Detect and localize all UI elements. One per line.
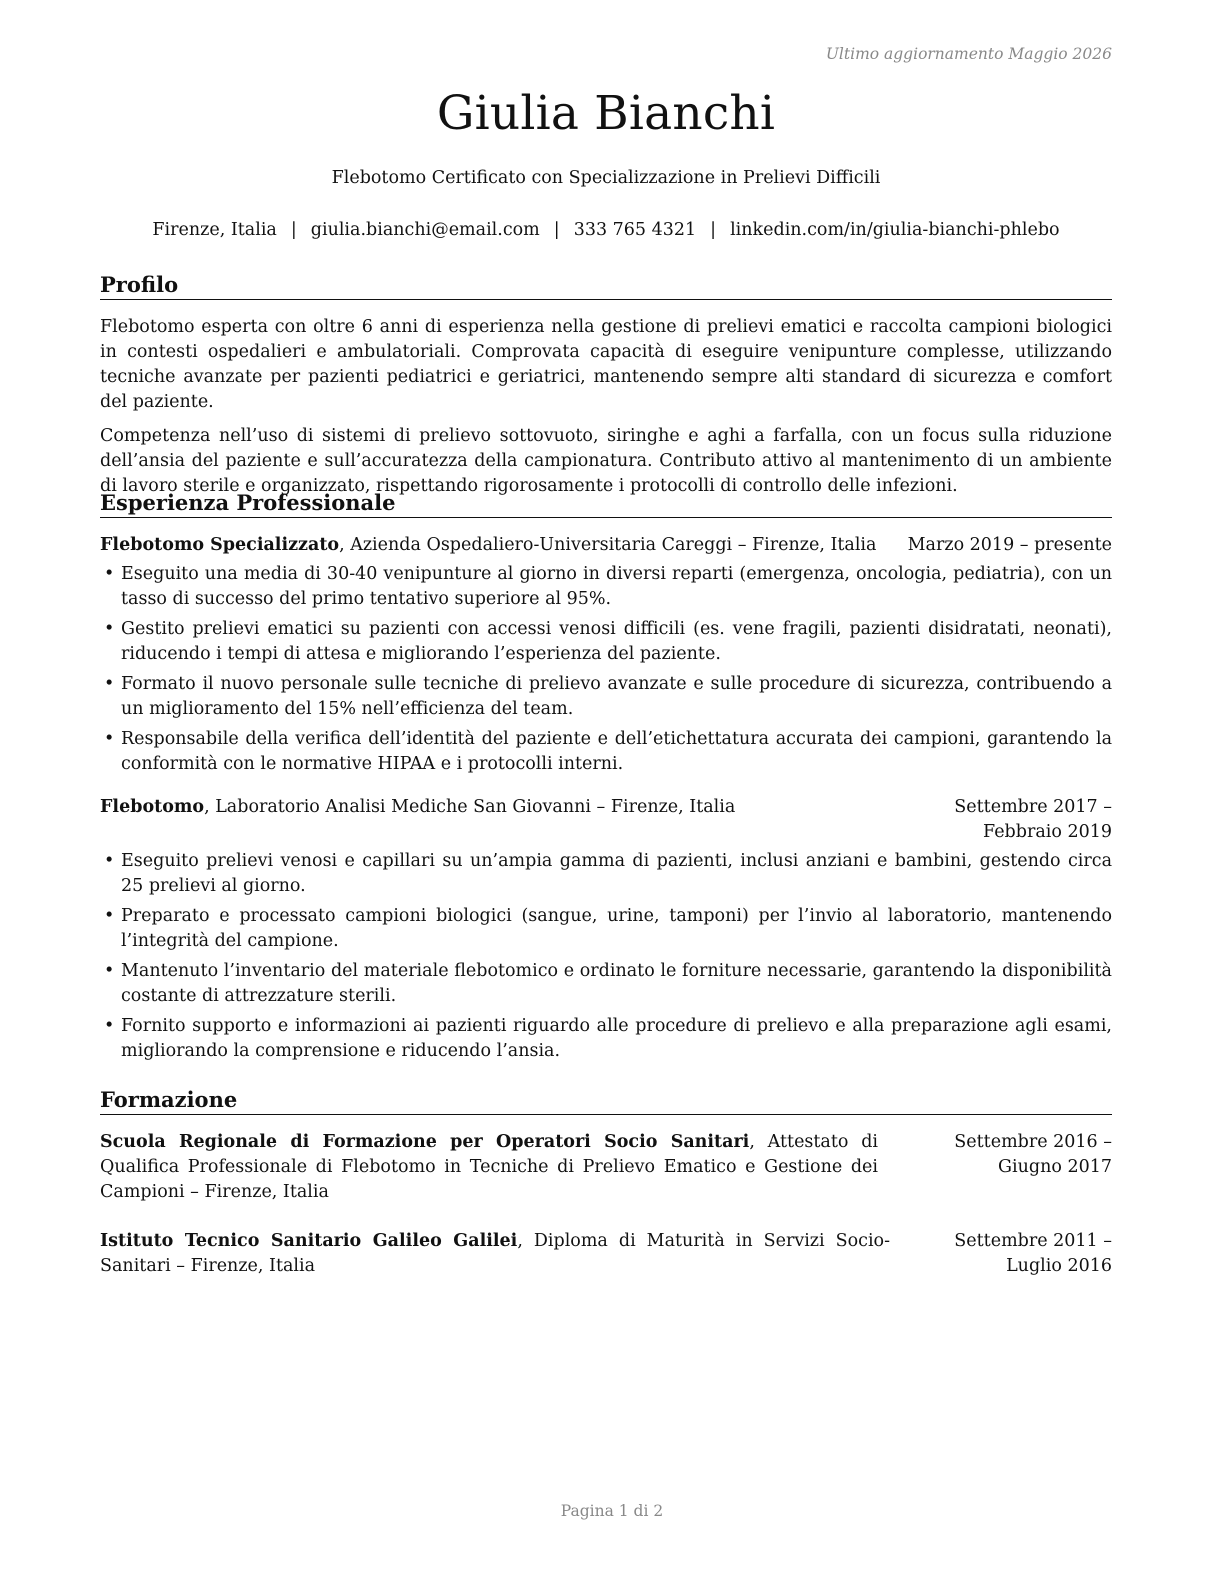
contact-line [100,220,1112,240]
bullet-icon: • [104,674,115,694]
contact-location: Firenze, Italia [152,220,277,240]
candidate-title: Flebotomo Certificato con Specializzazione in Prelievi Difficili [331,168,881,188]
job-employer: , Azienda Ospedaliero-Universitaria Careggi – Firenze, Italia [339,535,877,555]
list-item [100,672,1112,722]
bullet-text: Eseguito prelievi venosi e capillari su un’ampia gamma di pazienti, inclusi anziani e bambini, gestendo circa 25 prelievi al giorno. [121,851,1112,896]
bullet-text: Mantenuto l’inventario del materiale flebotomico e ordinato le forniture necessarie, garantendo la disponibilità costante di attrezzature sterili. [121,961,1112,1006]
candidate-name: Giulia Bianchi [436,86,776,141]
education-entry [100,1130,1112,1205]
education-heading [100,1130,878,1205]
job-dates: Marzo 2019 – presente [907,535,1112,555]
bullet-icon: • [104,851,115,871]
education-school: Istituto Tecnico Sanitario Galileo Galilei [100,1231,518,1251]
job-heading [100,533,908,558]
list-item [100,617,1112,667]
list-item [100,849,1112,899]
section-title-experience: Esperienza Professionale [100,489,1112,518]
page-number: Pagina 1 di 2 [560,1502,664,1520]
list-item [100,1014,1112,1064]
last-updated: Ultimo aggiornamento Maggio 2026 [825,45,1112,63]
experience-section [100,489,1112,1069]
bullet-icon: • [104,961,115,981]
bullet-icon: • [104,729,115,749]
bullet-text: Gestito prelievi ematici su pazienti con accessi venosi difficili (es. vene fragili, pazienti disidratati, neonati), riducendo i tempi di attesa e migliorando l’esperienza del paziente. [121,619,1112,664]
education-dates: Settembre 2011 – Luglio 2016 [954,1231,1112,1276]
contact-linkedin[interactable]: linkedin.com/in/giulia-bianchi-phlebo [730,220,1060,240]
list-item [100,904,1112,954]
profile-paragraph: Flebotomo esperta con oltre 6 anni di esperienza nella gestione di prelievi ematici e raccolta campioni biologici in contesti ospedalieri e ambulatoriali. Comprovata capacità di eseguire venipunture complesse, utilizzando tecniche avanzate per pazienti pediatrici e geriatrici, mantenendo sempre alti standard di sicurezza e comfort del paziente. [100,317,1112,412]
bullet-text: Responsabile della verifica dell’identità del paziente e dell’etichettatura accurata dei campioni, garantendo la conformità con le normative HIPAA e i protocolli interni. [121,729,1112,774]
job-role: Flebotomo [100,797,205,817]
contact-separator: | [553,220,560,240]
job-bullets [100,562,1112,777]
list-item [100,562,1112,612]
contact-separator: | [710,220,717,240]
education-school: Scuola Regionale di Formazione per Operatori Socio Sanitari [100,1132,750,1152]
education-detail: , Diploma di Maturità in Servizi Socio-Sanitari – Firenze, Italia [100,1231,890,1276]
section-title-education: Formazione [100,1086,1112,1115]
contact-phone: 333 765 4321 [573,220,697,240]
bullet-icon: • [104,619,115,639]
education-entry [100,1229,1112,1279]
education-detail: , Attestato di Qualifica Professionale di Flebotomo in Tecniche di Prelievo Ematico e Gestione dei Campioni – Firenze, Italia [100,1132,878,1202]
education-section [100,1086,1112,1279]
job-role: Flebotomo Specializzato [100,535,340,555]
bullet-icon: • [104,906,115,926]
bullet-text: Preparato e processato campioni biologici (sangue, urine, tamponi) per l’invio al laboratorio, mantenendo l’integrità del campione. [121,906,1112,951]
bullet-icon: • [104,1016,115,1036]
job-employer: , Laboratorio Analisi Mediche San Giovanni – Firenze, Italia [204,797,736,817]
section-title-profile: Profilo [100,271,1112,300]
education-heading [100,1229,890,1279]
job-heading [100,795,872,845]
list-item [100,727,1112,777]
education-dates: Settembre 2016 – Giugno 2017 [954,1132,1112,1177]
job-dates: Settembre 2017 – Febbraio 2019 [954,797,1112,842]
job-header [100,533,1112,558]
bullet-text: Formato il nuovo personale sulle tecniche di prelievo avanzate e sulle procedure di sicurezza, contribuendo a un miglioramento del 15% nell’efficienza del team. [121,674,1112,719]
job-bullets [100,849,1112,1064]
job-header [100,795,1112,845]
bullet-icon: • [104,564,115,584]
bullet-text: Fornito supporto e informazioni ai pazienti riguardo alle procedure di prelievo e alla preparazione agli esami, migliorando la comprensione e riducendo l’ansia. [121,1016,1112,1061]
list-item [100,959,1112,1009]
contact-email[interactable]: giulia.bianchi@email.com [310,220,540,240]
bullet-text: Eseguito una media di 30-40 venipunture al giorno in diversi reparti (emergenza, oncologia, pediatria), con un tasso di successo del primo tentativo superiore al 95%. [121,564,1112,609]
profile-paragraph: Competenza nell’uso di sistemi di prelievo sottovuoto, siringhe e aghi a farfalla, con un focus sulla riduzione dell’ansia del paziente e sull’accuratezza della campionatura. Contributo attivo al mantenimento di un ambiente di lavoro sterile e organizzato, rispettando rigorosamente i protocolli di controllo delle infezioni. [100,426,1112,496]
profile-section [100,271,1112,499]
contact-separator: | [290,220,297,240]
